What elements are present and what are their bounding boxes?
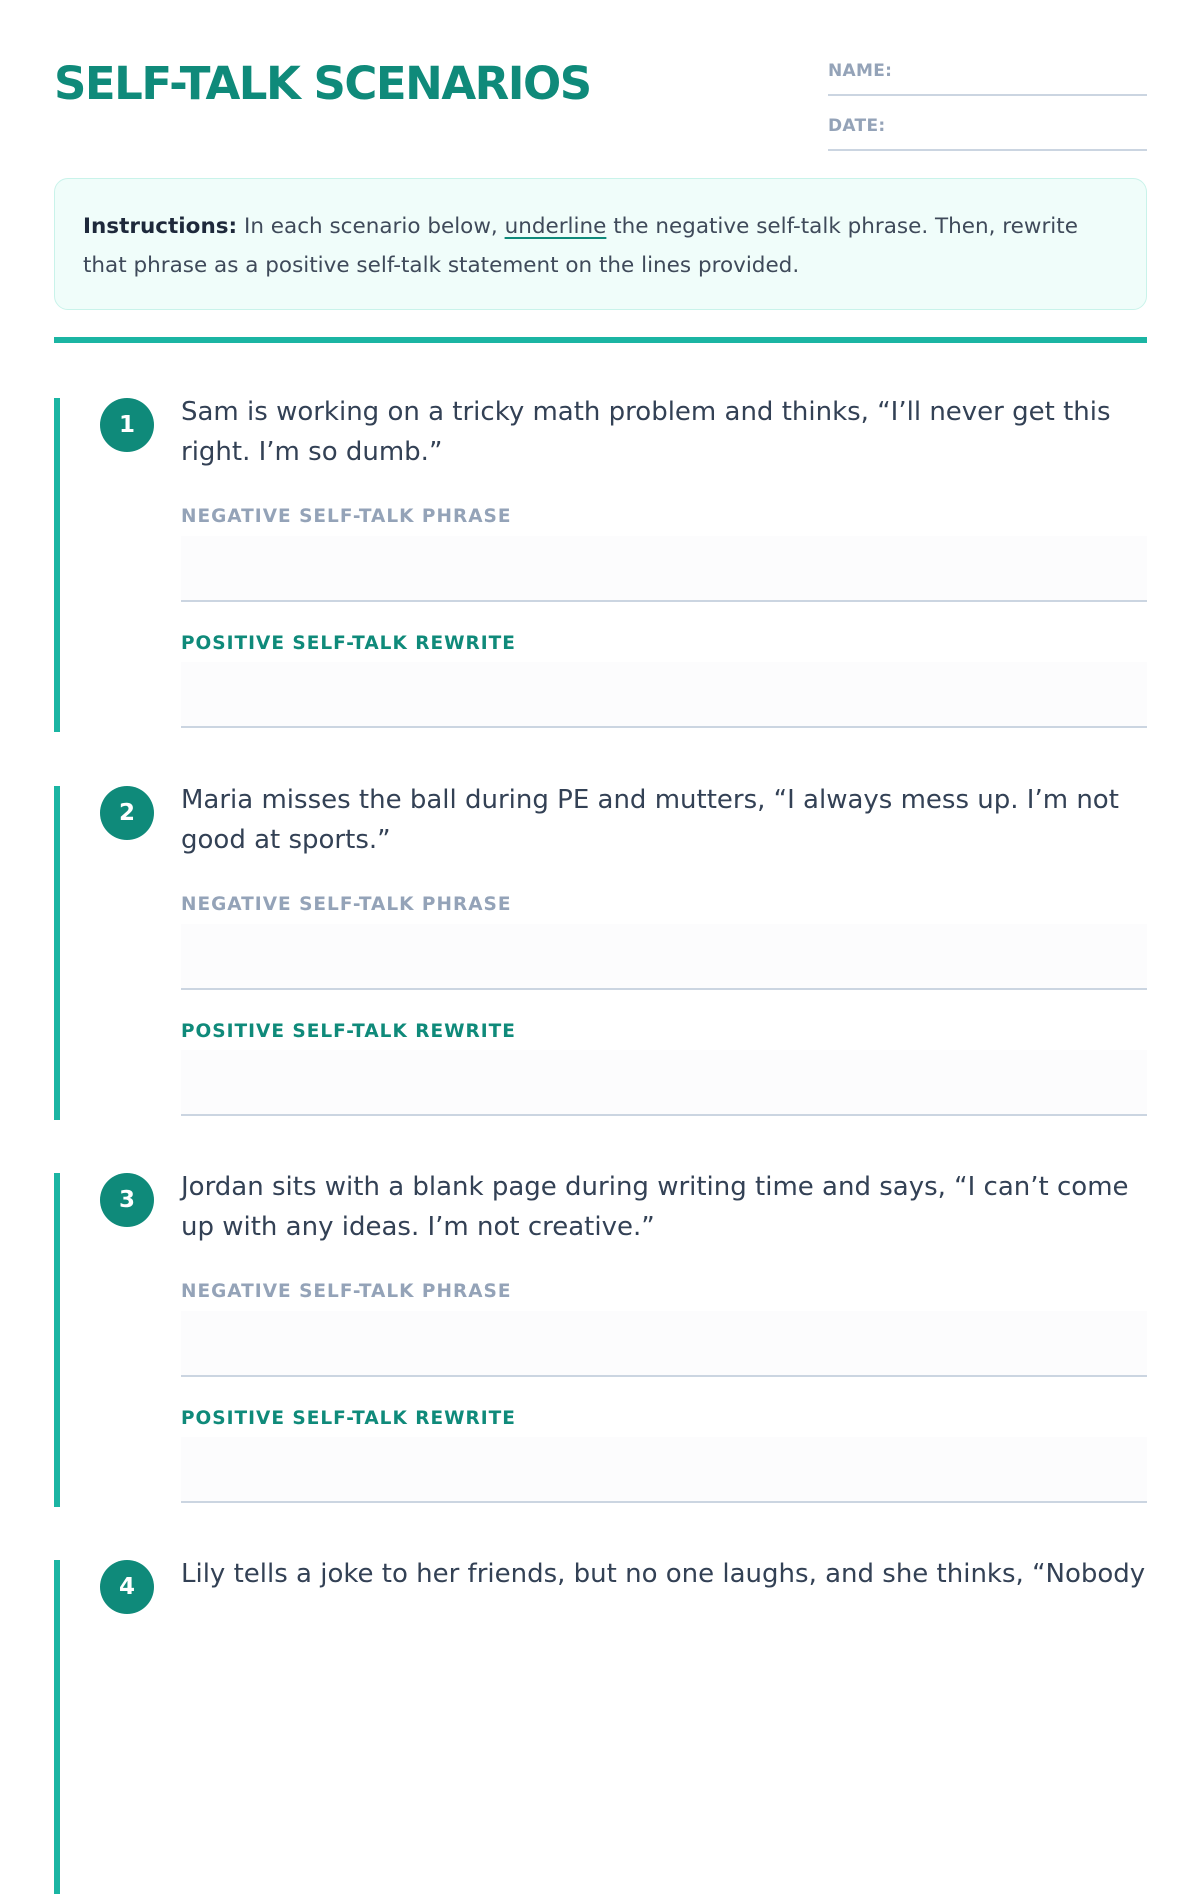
positive-rewrite-label: POSITIVE SELF-TALK REWRITE <box>181 633 516 654</box>
instructions-text-before: In each scenario below, <box>237 214 505 239</box>
instructions-underlined-word: underline <box>504 214 607 239</box>
scenario-text: Jordan sits with a blank page during writing time and says, “I can’t come up with any ideas. I’m not creative.” <box>181 1172 1129 1242</box>
scenario-accent-bar <box>54 1173 60 1507</box>
negative-phrase-answer-line[interactable] <box>181 1311 1147 1377</box>
scenario-2 <box>54 786 1147 1120</box>
scenario-number-badge: 1 <box>100 398 154 452</box>
negative-phrase-label: NEGATIVE SELF-TALK PHRASE <box>181 1281 512 1302</box>
positive-rewrite-answer-line[interactable] <box>181 662 1147 728</box>
negative-phrase-label: NEGATIVE SELF-TALK PHRASE <box>181 894 512 915</box>
date-field[interactable] <box>828 111 1147 151</box>
scenario-accent-bar <box>54 398 60 732</box>
date-label: DATE: <box>828 116 886 136</box>
scenario-text: Lily tells a joke to her friends, but no one laughs, and she thinks, “Nobody <box>181 1559 1146 1589</box>
instructions-label: Instructions: <box>83 214 238 239</box>
page-title: SELF-TALK SCENARIOS <box>54 57 591 110</box>
scenario-accent-bar <box>54 1560 60 1894</box>
instructions-text-after: the negative self-talk phrase. Then, rewrite that phrase as a positive self-talk statement on the lines provided. <box>83 214 1078 278</box>
name-label: NAME: <box>828 61 893 81</box>
positive-rewrite-label: POSITIVE SELF-TALK REWRITE <box>181 1408 516 1429</box>
worksheet-header <box>54 56 1147 156</box>
scenario-1 <box>54 398 1147 732</box>
negative-phrase-answer-line[interactable] <box>181 536 1147 602</box>
scenario-3 <box>54 1173 1147 1507</box>
positive-rewrite-label: POSITIVE SELF-TALK REWRITE <box>181 1021 516 1042</box>
positive-rewrite-answer-line[interactable] <box>181 1050 1147 1116</box>
positive-rewrite-answer-line[interactable] <box>181 1437 1147 1503</box>
scenario-4 <box>54 1560 1147 1894</box>
negative-phrase-label: NEGATIVE SELF-TALK PHRASE <box>181 506 512 527</box>
scenario-number-badge: 4 <box>100 1560 154 1614</box>
scenario-text: Maria misses the ball during PE and mutters, “I always mess up. I’m not good at sports.” <box>181 785 1119 855</box>
scenario-number-badge: 3 <box>100 1173 154 1227</box>
negative-phrase-answer-line[interactable] <box>181 924 1147 990</box>
scenario-accent-bar <box>54 786 60 1120</box>
scenario-number-badge: 2 <box>100 786 154 840</box>
name-field[interactable] <box>828 56 1147 96</box>
section-divider <box>54 337 1147 343</box>
scenario-text: Sam is working on a tricky math problem and thinks, “I’ll never get this right. I’m so dumb.” <box>181 397 1111 467</box>
instructions-box <box>54 178 1147 310</box>
